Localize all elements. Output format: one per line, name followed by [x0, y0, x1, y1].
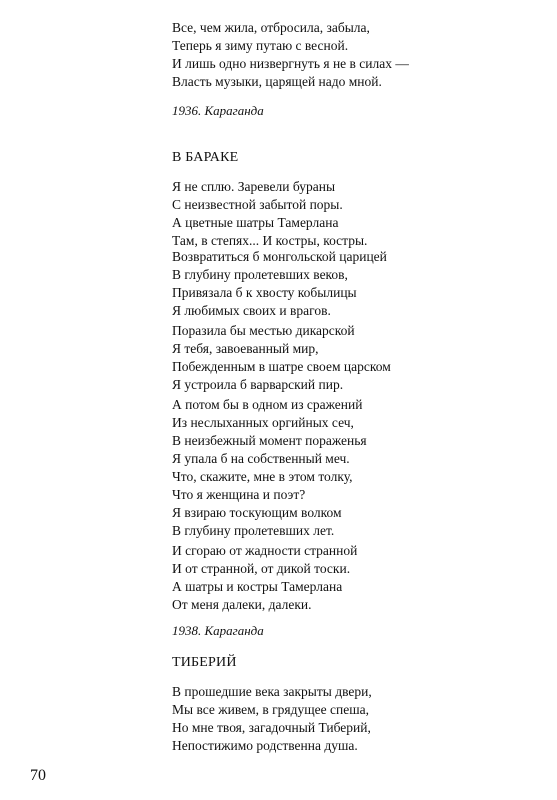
poem-line: С неизвестной забытой поры.	[172, 197, 343, 212]
poem-line: Но мне твоя, загадочный Тиберий,	[172, 720, 371, 735]
poem-line: Я упала б на собственный меч.	[172, 451, 350, 466]
poem-title: ТИБЕРИЙ	[172, 655, 237, 670]
poem-line: Привязала б к хвосту кобылицы	[172, 285, 357, 300]
poem-line: Теперь я зиму путаю с весной.	[172, 38, 349, 53]
poem-line: В неизбежный момент пораженья	[172, 433, 367, 448]
poem-line: В глубину пролетевших лет.	[172, 523, 335, 538]
poem-line: Я любимых своих и врагов.	[172, 303, 331, 318]
poem-line: Там, в степях... И костры, костры.	[172, 233, 368, 248]
poem-line: А потом бы в одном из сражений	[172, 397, 363, 412]
poem-line: Я тебя, завоеванный мир,	[172, 341, 319, 356]
poem-line: Власть музыки, царящей надо мной.	[172, 74, 382, 89]
poem-line: И лишь одно низвергнуть я не в силах —	[172, 56, 409, 71]
poem-line: Что я женщина и поэт?	[172, 487, 306, 502]
poem-line: Что, скажите, мне в этом толку,	[172, 469, 353, 484]
poem-line: Непостижимо родственна душа.	[172, 738, 358, 753]
poem-line: В прошедшие века закрыты двери,	[172, 684, 372, 699]
poem-line: А цветные шатры Тамерлана	[172, 215, 339, 230]
poem-line: Я взираю тоскующим волком	[172, 505, 342, 520]
poem-line: Я не сплю. Заревели бураны	[172, 179, 336, 194]
poem-line: В глубину пролетевших веков,	[172, 267, 348, 282]
poem-line: И от странной, от дикой тоски.	[172, 561, 351, 576]
poem-line: И сгораю от жадности странной	[172, 543, 358, 558]
poem-line: Я устроила б варварский пир.	[172, 377, 344, 392]
poem-date: 1936. Караганда	[172, 103, 264, 118]
poem-line: Поразила бы местью дикарской	[172, 323, 355, 338]
poem-line: Из неслыханных оргийных сеч,	[172, 415, 354, 430]
poem-date: 1938. Караганда	[172, 623, 264, 638]
poem-line: От меня далеки, далеки.	[172, 597, 312, 612]
poem-line: Мы все живем, в грядущее спеша,	[172, 702, 369, 717]
poem-line: Возвратиться б монгольской царицей	[172, 249, 387, 264]
poem-line: А шатры и костры Тамерлана	[172, 579, 343, 594]
poem-title: В БАРАКЕ	[172, 150, 239, 165]
page-number: 70	[30, 767, 46, 784]
poem-line: Все, чем жила, отбросила, забыла,	[172, 20, 370, 35]
poem-line: Побежденным в шатре своем царском	[172, 359, 391, 374]
